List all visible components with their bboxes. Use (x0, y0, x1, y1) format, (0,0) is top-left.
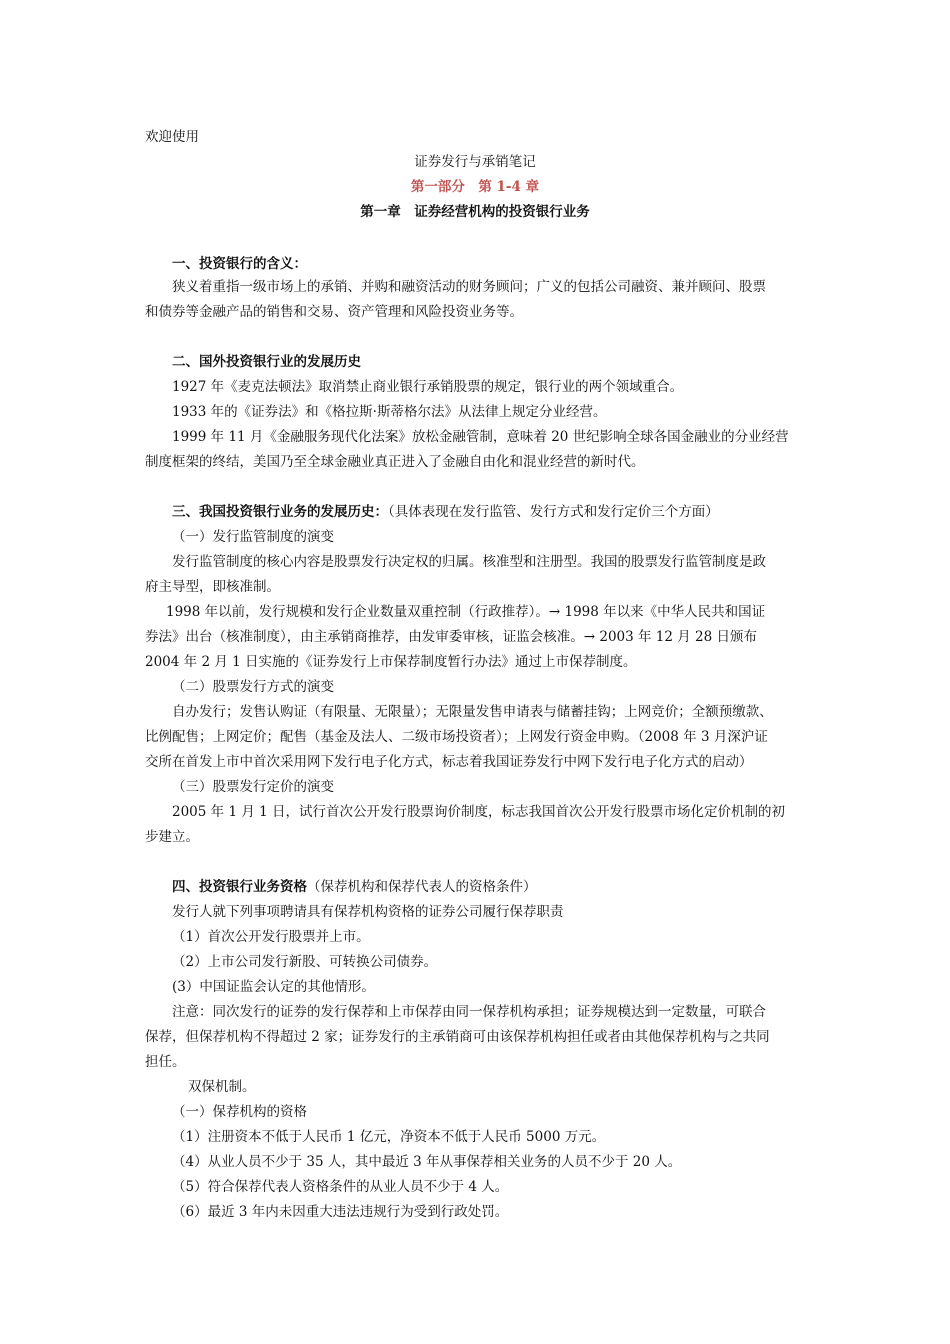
section-1-paragraph-line: 和债券等金融产品的销售和交易、资产管理和风险投资业务等。 (145, 304, 523, 320)
subsection-paragraph-line: 比例配售；上网定价；配售（基金及法人、二级市场投资者）；上网发行资金申购。（2008 年 3 月深沪证 (145, 729, 768, 745)
subsection-paragraph-line: 1998 年以前，发行规模和发行企业数量双重控制（行政推荐）。→ 1998 年以来《中华人民共和国证 (166, 604, 766, 620)
subsection-paragraph-line: 发行监管制度的核心内容是股票发行决定权的归属。核准型和注册型。我国的股票发行监管制度是政 (172, 554, 766, 570)
list-item: （4）从业人员不少于 35 人，其中最近 3 年从事保荐相关业务的人员不少于 20 人。 (172, 1154, 682, 1170)
section-2-paragraph: 1933 年的《证券法》和《格拉斯·斯蒂格尔法》从法律上规定分业经营。 (172, 404, 607, 420)
section-2-paragraph-line: 1999 年 11 月《金融服务现代化法案》放松金融管制，意味着 20 世纪影响全球各国金融业的分业经营 (172, 429, 789, 445)
list-item: （5）符合保荐代表人资格条件的从业人员不少于 4 人。 (172, 1179, 509, 1195)
note-paragraph-line: 担任。 (145, 1054, 186, 1070)
section-1-heading: 一、投资银行的含义： (172, 256, 307, 272)
list-item: （6）最近 3 年内未因重大违法违规行为受到行政处罚。 (172, 1204, 509, 1220)
list-item: （1）注册资本不低于人民币 1 亿元，净资本不低于人民币 5000 万元。 (172, 1129, 606, 1145)
section-2-paragraph: 1927 年《麦克法顿法》取消禁止商业银行承销股票的规定，银行业的两个领域重合。 (172, 379, 684, 395)
subsection-paragraph-line: 2004 年 2 月 1 日实施的《证券发行上市保荐制度暂行办法》通过上市保荐制度。 (145, 654, 637, 670)
section-3-heading-note: （具体表现在发行监管、发行方式和发行定价三个方面） (388, 504, 719, 520)
list-item: （1）首次公开发行股票并上市。 (172, 929, 370, 945)
subsection-heading: （一）发行监管制度的演变 (172, 529, 334, 545)
section-4-intro: 发行人就下列事项聘请具有保荐机构资格的证券公司履行保荐职责 (172, 904, 564, 920)
section-3-heading: 三、我国投资银行业务的发展历史： (172, 504, 388, 520)
document-title: 证券发行与承销笔记 (414, 154, 536, 170)
dual-sponsor-text: 双保机制。 (188, 1079, 256, 1095)
list-item: (3）中国证监会认定的其他情形。 (172, 979, 375, 995)
subsection-paragraph-line: 自办发行；发售认购证（有限量、无限量）；无限量发售申请表与储蓄挂钩；上网竞价；全额预缴款、 (172, 704, 773, 720)
section-1-paragraph-line: 狭义着重指一级市场上的承销、并购和融资活动的财务顾问；广义的包括公司融资、兼并顾问、股票 (172, 279, 766, 295)
subsection-paragraph-line: 府主导型，即核准制。 (145, 579, 280, 595)
section-3-heading-line (172, 503, 719, 521)
section-2-heading: 二、国外投资银行业的发展历史 (172, 354, 361, 370)
subsection-paragraph-line: 券法》出台（核准制度），由主承销商推荐，由发审委审核，证监会核准。→ 2003 年 12 月 28 日颁布 (145, 629, 758, 645)
subsection-paragraph-line: 2005 年 1 月 1 日，试行首次公开发行股票询价制度，标志我国首次公开发行股票市场化定价机制的初 (172, 804, 785, 820)
note-paragraph-line: 注意：同次发行的证券的发行保荐和上市保荐由同一保荐机构承担；证券规模达到一定数量，可联合 (172, 1004, 766, 1020)
subsection-heading: （二）股票发行方式的演变 (172, 679, 334, 695)
subsection-paragraph-line: 步建立。 (145, 829, 199, 845)
section-4-heading: 四、投资银行业务资格 (172, 879, 307, 895)
chapter-heading: 第一章 证券经营机构的投资银行业务 (360, 204, 590, 220)
section-2-paragraph-line: 制度框架的终结，美国乃至全球金融业真正进入了金融自由化和混业经营的新时代。 (145, 454, 645, 470)
section-4-heading-note: （保荐机构和保荐代表人的资格条件） (307, 879, 537, 895)
subsection-heading: （三）股票发行定价的演变 (172, 779, 334, 795)
list-item: （2）上市公司发行新股、可转换公司债券。 (172, 954, 438, 970)
subsection-paragraph-line: 交所在首发上市中首次采用网下发行电子化方式，标志着我国证券发行中网下发行电子化方式的启动） (145, 754, 753, 770)
part-heading: 第一部分 第 1-4 章 (410, 179, 540, 195)
note-paragraph-line: 保荐，但保荐机构不得超过 2 家；证券发行的主承销商可由该保荐机构担任或者由其他保荐机构与之共同 (145, 1029, 770, 1045)
subsection-heading: （一）保荐机构的资格 (172, 1104, 307, 1120)
welcome-text: 欢迎使用 (145, 129, 199, 145)
section-4-heading-line (172, 878, 537, 896)
